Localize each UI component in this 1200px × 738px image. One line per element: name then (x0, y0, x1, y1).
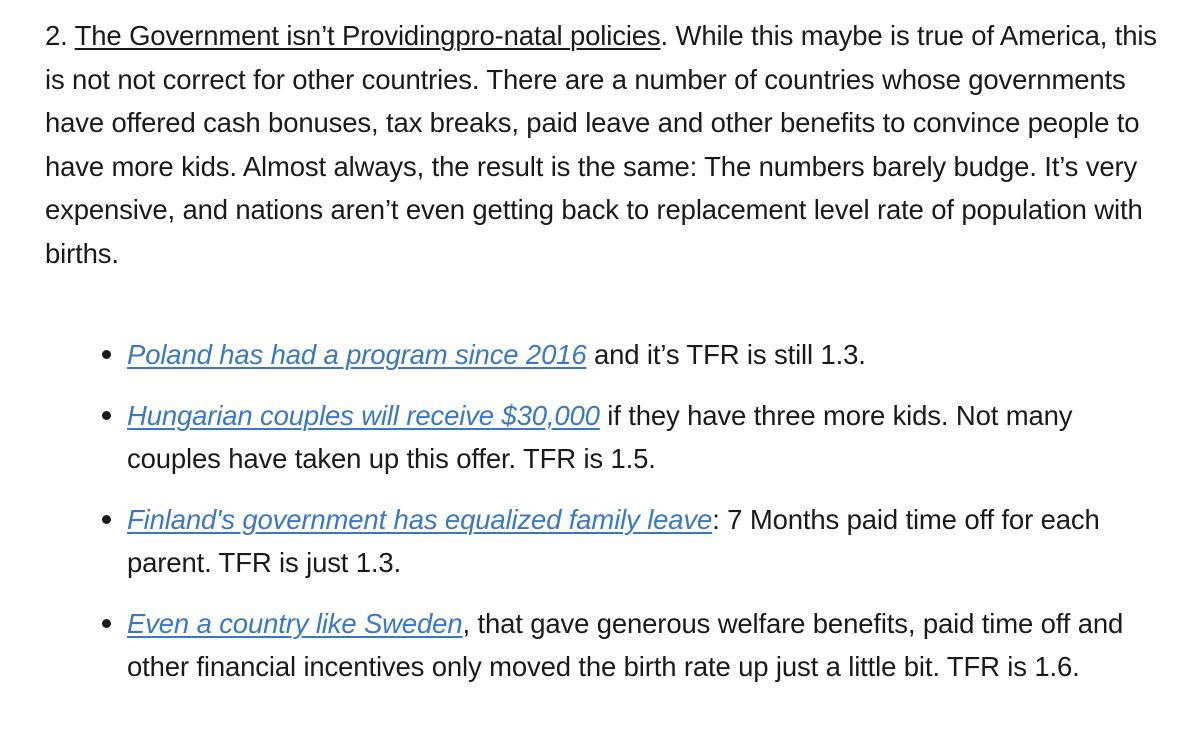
intro-heading-part1: The Government isn’t Providing (74, 20, 456, 51)
bullet-text-sweden: , that gave generous welfare benefits, paid time off and other financial incentives only moved the birth rate up just a little bit. TFR is 1.6. (127, 607, 1124, 682)
bullet-text-poland: and it’s TFR is still 1.3. (586, 339, 866, 370)
bullet-text-hungary: if they have three more kids. Not many couples have taken up this offer. TFR is 1.5. (127, 399, 1073, 474)
bullet-item-hungary (45, 394, 1165, 481)
bullet-icon (102, 515, 111, 524)
link-sweden[interactable]: Even a country like Sweden (127, 607, 463, 639)
bullet-icon (102, 619, 111, 628)
intro-body: . While this maybe is true of America, this is not not correct for other countries. There are a number of countries whose governments have offered cash bonuses, tax breaks, paid leave and other benefits to convince people to have more kids. Almost always, the result is the same: The numbers barely budge. It’s very expensive, and nations aren’t even getting back to replacement level rate of population with births. (45, 20, 1157, 269)
bullet-list (45, 333, 1165, 689)
bullet-text-finland: : 7 Months paid time off for each parent. TFR is just 1.3. (127, 503, 1100, 578)
bullet-item-finland (45, 498, 1165, 585)
intro-paragraph (45, 14, 1165, 275)
link-hungarian-couples[interactable]: Hungarian couples will receive $30,000 (127, 399, 600, 431)
link-finland-family-leave[interactable]: Finland's government has equalized family leave (127, 503, 713, 535)
link-poland-program[interactable]: Poland has had a program since 2016 (127, 339, 587, 370)
bullet-item-sweden (45, 602, 1165, 689)
intro-heading-part2: pro-natal policies (455, 20, 661, 51)
bullet-item-poland (45, 333, 1165, 377)
intro-number: 2. (45, 20, 68, 51)
bullet-icon (102, 350, 111, 359)
bullet-icon (102, 411, 111, 420)
